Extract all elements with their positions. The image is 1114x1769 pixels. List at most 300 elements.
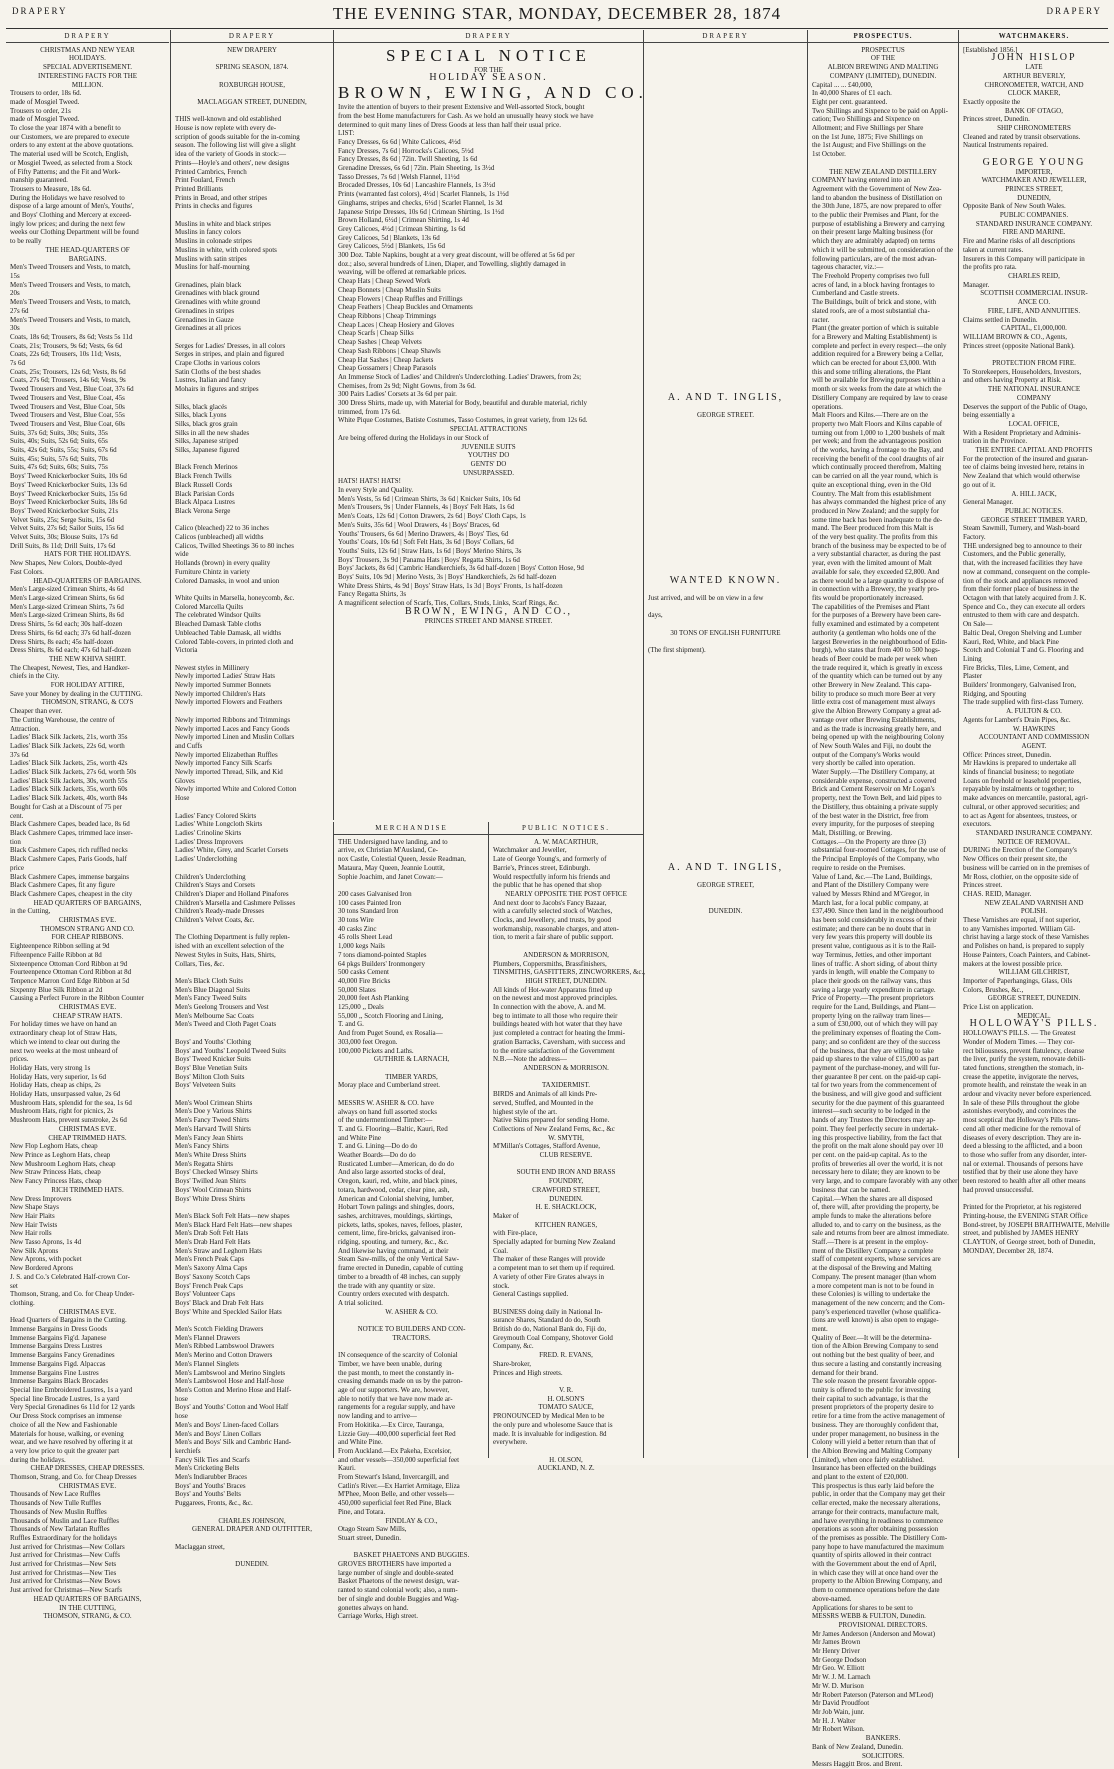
text-line: Boys' Wool Crimean Shirts xyxy=(175,1185,252,1194)
text-line: WILLIAM BROWN & CO., Agents, xyxy=(963,332,1068,341)
text-line: valued by Messrs Rhind and M'Gregor, in xyxy=(812,889,930,898)
text-line: choice of all the New and Fashionable xyxy=(10,1420,118,1429)
text-line: will be available for Brewing purposes within a xyxy=(812,376,946,385)
text-line: Suits, 37s 6d; Suits, 30s; Suits, 35s xyxy=(10,428,108,437)
text-line: Colored Table-covers, in printed cloth and xyxy=(175,637,294,646)
text-line: in the Cutting, xyxy=(10,907,51,916)
text-line: payment of the purchase-money, and will fur- xyxy=(812,1063,940,1072)
text-line: Coats, 25s; Trousers, 12s 6d; Vests, 8s 6d xyxy=(10,367,126,376)
text-line: and Boys' Clothing and Mercery at exceed- xyxy=(10,211,132,220)
text-line: Youths' Coats, 10s 6d | Soft Felt Hats, 3s 6d | Boys' Collars, 6d xyxy=(338,538,514,547)
text-line: above-named. xyxy=(812,1594,852,1603)
text-line: of Fifty Patterns; and the Fit and Work- xyxy=(10,167,121,176)
text-line: FIRE AND MARINE. xyxy=(1002,228,1066,237)
text-line: Velvet Suits, 27s 6d; Sailor Suits, 15s 6d xyxy=(10,524,124,533)
text-line: Cheap Scarfs | Cheap Silks xyxy=(338,329,414,338)
text-line: present proprietors of the property desire to xyxy=(812,1403,934,1412)
text-line: Men's Fancy Tweed Shirts xyxy=(175,1116,249,1125)
text-line: Cottages.—On the Property are three (3) xyxy=(812,837,926,846)
text-line: Immense Bargains Dress Lustres xyxy=(10,1342,103,1351)
text-line: HEAD QUARTERS OF BARGAINS, xyxy=(33,1594,142,1603)
text-line xyxy=(175,1029,329,1038)
text-line: JUVENILE SUITS xyxy=(461,442,516,451)
text-line: deed a blessing to the afflicted, and a boon xyxy=(963,1142,1083,1151)
text-line xyxy=(175,925,329,934)
text-line: Men's Ribbed Lambswool Drawers xyxy=(175,1342,275,1351)
text-line: Mushroom Hats, splendid for the sea, 1s 6d xyxy=(10,1098,132,1107)
text-line xyxy=(175,333,329,342)
text-line: and other vessels—350,000 superficial feet xyxy=(338,1455,460,1464)
text-line: New Zealand that which would otherwise xyxy=(963,472,1080,481)
text-line: under proper management, no business in the xyxy=(812,1429,939,1438)
text-line: Price of Property.—The present proprietors xyxy=(812,994,934,1003)
text-line: Plumbers, Coppersmiths, Brassfinishers, xyxy=(493,959,607,968)
text-line: 500 casks Cement xyxy=(338,968,389,977)
text-line: Velvet Suits, 25s; Serge Suits, 15s 6d xyxy=(10,515,115,524)
text-line xyxy=(648,54,803,63)
text-line: Opposite Bank of New South Wales. xyxy=(963,202,1066,211)
text-line: Silks, Japanese figured xyxy=(175,446,240,455)
text-line xyxy=(648,768,803,777)
text-line: The Buildings, built of brick and stone, with xyxy=(812,298,937,307)
text-line: very large, and to compare favorably with any other xyxy=(812,1177,958,1186)
text-line: IN consequence of the scarcity of Colonial xyxy=(338,1351,458,1360)
text-line: GEORGE STREET. xyxy=(696,411,755,420)
text-line: Newly imported Elizabethan Ruffles xyxy=(175,750,278,759)
text-line: Men's Cricketing Belts xyxy=(175,1464,240,1473)
text-line: with the Government about the end of April, xyxy=(812,1560,937,1569)
text-line: Men's Tweed Trousers and Vests, to match, xyxy=(10,280,131,289)
text-line: season. The following list will give a slight xyxy=(175,141,296,150)
column-6 xyxy=(643,30,807,1458)
text-line xyxy=(648,63,803,72)
text-line: of the best water in the District, free from xyxy=(812,811,929,820)
text-line: a very low price to quit the greater part xyxy=(10,1446,120,1455)
text-line: Boys' Saxony Scotch Caps xyxy=(175,1272,250,1281)
text-line: A. HILL JACK, xyxy=(1011,489,1057,498)
text-line: Ladies' Black Silk Jackets, 25s, worth 42s xyxy=(10,759,128,768)
text-line: Lustres, Italian and fancy xyxy=(175,376,247,385)
text-line: and Polishes on hand, is prepared to supply xyxy=(963,942,1085,951)
text-line: purpose of establishing a Brewery and carrying xyxy=(812,219,945,228)
text-line: Boys' Trousers, 3s 9d | Panama Hats | Boys' Regatta Shirts, 1s 6d xyxy=(338,555,520,564)
text-line: surance Shares, Standard do do, South xyxy=(493,1316,601,1325)
text-line: these Colonies) is willing to undertake the xyxy=(812,1290,931,1299)
text-line: CHARLES REID, xyxy=(1008,271,1060,280)
text-line xyxy=(493,1377,639,1386)
text-line: Brown Holland, 6½d | Crimean Shirting, 1s 4d xyxy=(338,216,469,225)
text-line: timber to a breadth of 48 inches, can supply xyxy=(338,1272,461,1281)
text-line: CLAYTON, of George street, both of Dunedin, xyxy=(963,1238,1096,1247)
text-line: To Storekeepers, Householders, Investors, xyxy=(963,367,1082,376)
text-line: pany's experienced traveller (whose qualifica- xyxy=(812,1307,941,1316)
text-line: HATS FOR THE HOLIDAYS. xyxy=(44,550,131,559)
text-line: on their present large Malting business (for xyxy=(812,228,933,237)
text-line: Mr Robert Paterson (Paterson and M'Leod) xyxy=(812,1690,934,1699)
text-line: Grenadines with black ground xyxy=(175,289,260,298)
text-line: Boys' Tweed Knickerbocker Suits, 13s 6d xyxy=(10,480,127,489)
text-line: J. S. and Co.'s Celebrated Half-crown Cor- xyxy=(10,1272,130,1281)
text-line: PROVISIONAL DIRECTORS. xyxy=(838,1620,928,1629)
text-line: promote health, and reinstate the weak in an xyxy=(963,1081,1087,1090)
text-line xyxy=(648,751,803,760)
text-line: Tweed Trousers and Vest, Blue Coat, 60s xyxy=(10,419,125,428)
text-line: General Castings supplied. xyxy=(493,1290,569,1299)
text-line: Princes street (opposite National Bank). xyxy=(963,341,1075,350)
text-line: Timber, we have been unable, during xyxy=(338,1359,442,1368)
text-line: quantity of spirits allowed in their contract xyxy=(812,1551,932,1560)
column-heading: WATCHMAKERS. xyxy=(959,30,1109,43)
text-line: to the public their Premises and Plant, for the xyxy=(812,211,939,220)
text-line xyxy=(648,176,803,185)
text-line: Tweed Trousers and Vest, Blue Coat, 37s 6d xyxy=(10,385,134,394)
text-line: Newly imported Ribbons and Trimmings xyxy=(175,715,291,724)
text-line xyxy=(648,681,803,690)
text-line: THE HEAD-QUARTERS OF xyxy=(45,245,130,254)
text-line: Specially adapted for burning New Zealand xyxy=(493,1238,616,1247)
text-line: Boys' White and Speckled Sailor Hats xyxy=(175,1307,282,1316)
text-line: Children's Velvet Coats, &c. xyxy=(175,916,255,925)
text-line: All kinds of Hot-water Apparatus fitted up xyxy=(493,985,612,994)
text-line: business. They are thoroughly confident that, xyxy=(812,1420,939,1429)
text-line: DUNEDIN. xyxy=(549,1194,583,1203)
text-line: gonettes always on hand. xyxy=(338,1603,409,1612)
text-line: point. They feel perfectly secure in undertak- xyxy=(812,1124,939,1133)
text-line: GENTS' DO xyxy=(470,459,507,468)
text-line: Sixpenny Blue Silk Ribbon at 2d xyxy=(10,985,103,994)
text-line: CHEAP DRESSES, CHEAP DRESSES. xyxy=(30,1464,145,1473)
text-line xyxy=(175,968,329,977)
text-line xyxy=(648,246,803,255)
text-line: some time back has been inadequate to the de- xyxy=(812,515,943,524)
text-line: property to the Albion Brewing Company, and xyxy=(812,1577,942,1586)
text-line: Printing-house, the EVENING STAR Office xyxy=(963,1211,1088,1220)
text-line: Newest styles in Millinery xyxy=(175,663,250,672)
text-line: Thousands of New Tarlatan Ruffles xyxy=(10,1525,110,1534)
text-line: being essentially a xyxy=(963,411,1015,420)
text-line: Capital.—When the shares are all disposed xyxy=(812,1194,933,1203)
text-line: Cheap Flowers | Cheap Ruffles and Frillings xyxy=(338,294,463,303)
text-line: 30 TONS OF ENGLISH FURNITURE xyxy=(670,628,781,637)
text-line: Silks, black glacés xyxy=(175,402,227,411)
text-line: SPECIAL ADVERTISEMENT. xyxy=(42,63,133,72)
text-line: workmanship, reasonable charges, and atten- xyxy=(493,924,619,933)
text-line: Octagon with that lately acquired from J. K. xyxy=(963,594,1087,602)
text-line: Boys' Tweed Knicker Suits xyxy=(175,1055,251,1064)
text-line: other Brewery in New Zealand. This capa- xyxy=(812,681,932,690)
text-line: acres of land, in a block having frontages to xyxy=(812,280,935,289)
text-line: Black French Merinos xyxy=(175,463,238,472)
text-line: pickets, laths, spokes, naves, felloes, plaster, xyxy=(338,1220,463,1229)
text-line: Ladies' White Longcloth Skirts xyxy=(175,820,263,829)
text-line xyxy=(175,655,329,664)
text-line: 300 Doz. Table Napkins, bought at a very great discount, will be offered at 5s 6d per xyxy=(338,251,575,260)
masthead-rule xyxy=(6,28,1108,29)
text-line: Agents for Lambert's Drain Pipes, &c. xyxy=(963,715,1071,724)
column-1 xyxy=(6,30,169,1621)
text-line: make advances on mercantile, pastoral, agri- xyxy=(963,794,1088,803)
text-line: property two Malt Floors and Kilns capable of xyxy=(812,419,943,428)
text-line xyxy=(648,403,803,412)
text-line: ROXBURGH HOUSE, xyxy=(218,80,286,89)
column-text xyxy=(808,46,958,1769)
text-line: Gloves xyxy=(175,776,195,785)
text-line: The material used will be Scotch, English, xyxy=(10,150,129,159)
text-line: Grenadines, plain black xyxy=(175,280,242,289)
text-line: PUBLIC COMPANIES. xyxy=(999,211,1069,220)
text-line: Men's Fancy Shirts xyxy=(175,1142,229,1151)
text-line: go out of it. xyxy=(963,480,996,489)
text-line: the Distillery, thus obtaining a private supply xyxy=(812,802,939,811)
text-line: Grey Calicoes, 5d | Blankets, 13s 6d xyxy=(338,233,440,242)
text-line: Office: Princes street, Dunedin. xyxy=(963,750,1052,759)
text-line: THE ENTIRE CAPITAL AND PROFITS xyxy=(975,446,1093,455)
text-line: New Aprons, with pocket xyxy=(10,1255,82,1264)
text-line: testified that by their use alone they have xyxy=(963,1168,1078,1177)
text-line: Velvet Suits, 30s; Blouse Suits, 17s 6d xyxy=(10,533,118,542)
text-line: Muslins in white and black stripes xyxy=(175,219,271,228)
text-line: the public that he has opened that shop xyxy=(493,881,602,890)
text-line: Mr George Dodson xyxy=(812,1655,867,1664)
text-line: the Principal Employés of the Company, who xyxy=(812,855,940,864)
text-line: Dress Shirts, 6s 6d each; 37s 6d half-dozen xyxy=(10,628,131,637)
text-line xyxy=(648,281,803,290)
text-line xyxy=(648,263,803,272)
text-line: Boys' Tweed Knickerbocker Suits, 10s 6d xyxy=(10,472,127,481)
text-line: Colored Marcella Quilts xyxy=(175,602,244,611)
text-line: Prints (warranted fast colors), 4½d | Scarlet Flannels, 1s 1½d xyxy=(338,190,509,199)
text-line: Men's Fancy Tweed Suits xyxy=(175,994,247,1003)
text-line: Special line Brocade Lustres, 1s a yard xyxy=(10,1394,120,1403)
text-line: CLOCK MAKER, xyxy=(1007,89,1061,98)
text-line: Muslins with satin stripes xyxy=(175,254,247,263)
text-line: GROVES BROTHERS have imported a xyxy=(338,1560,452,1569)
text-line: frame erected in Dunedin, capable of cutting xyxy=(338,1264,463,1273)
text-line xyxy=(648,498,803,507)
text-line: CHARLES JOHNSON, xyxy=(218,1516,286,1525)
text-line: Puggarees, Fronts, &c., &c. xyxy=(175,1499,253,1508)
text-line: Printed for the Proprietor, at his registered xyxy=(963,1203,1082,1212)
text-line: a very substantial character, as during the past xyxy=(812,550,941,559)
text-line: Cheap Hat Sashes | Cheap Jackets xyxy=(338,355,434,364)
text-line: Black Cashmere Capes, trimmed lace inser- xyxy=(10,828,133,837)
text-line: slated roofs, are of a most substantial cha- xyxy=(812,306,930,315)
text-line: gration Barracks, Caversham, with success and xyxy=(493,1037,625,1046)
text-line xyxy=(648,272,803,281)
text-line xyxy=(648,725,803,734)
text-line xyxy=(175,272,329,281)
text-line: Children's Stays and Corsets xyxy=(175,881,256,890)
text-line: racter. xyxy=(812,315,830,324)
text-line: Fancy Dresses, 6s 6d | White Calicoes, 4½d xyxy=(338,137,461,146)
text-line: 7 tons diamond-pointed Staples xyxy=(338,950,427,959)
text-line: cultural, or other approved securities; and xyxy=(963,802,1080,811)
text-line: New Straw Princess Hats, cheap xyxy=(10,1168,101,1177)
text-line: White Dress Shirts, 4s 9d | Boys' Straw Hats, 1s 3d | Boys' Fronts, 1s half-dozen xyxy=(338,581,563,590)
text-line: creasing demands made on us by the patron- xyxy=(338,1377,463,1386)
text-line: Suits, 40s; Suits, 52s 6d; Suits, 65s xyxy=(10,437,108,446)
text-line: Men's Vests, 5s 6d | Crimean Shirts, 3s 6d | Knicker Suits, 10s 6d xyxy=(338,494,521,503)
text-line: The sole reason the present favorable oppor- xyxy=(812,1377,937,1386)
text-line: Ladies' Dress Improvers xyxy=(175,837,244,846)
text-line xyxy=(648,664,803,673)
text-line xyxy=(648,820,803,829)
text-line: M'Millan's Cottages, Stafford Avenue, xyxy=(493,1142,601,1151)
text-line: pany; and so confident are they of the success xyxy=(812,1037,941,1046)
text-line: Men's Straw and Leghorn Hats xyxy=(175,1246,262,1255)
text-line xyxy=(648,716,803,725)
text-line: Brick and Cement Reservoir on Mr Logan's xyxy=(812,785,935,794)
text-line: Country orders executed with despatch. xyxy=(338,1290,449,1299)
text-line: ther guarantee 8 per cent. on the paid-up capi- xyxy=(812,1072,941,1081)
text-line: of the quantity which can be turned out by any xyxy=(812,672,943,681)
text-line: Fast Colors. xyxy=(10,567,44,576)
text-line xyxy=(648,437,803,446)
text-line: Thousands of New Tulle Ruffles xyxy=(10,1499,102,1508)
text-line: Mushroom Hats, right for picnics, 2s xyxy=(10,1107,114,1116)
text-line: Cheap Hats | Cheap Sewed Work xyxy=(338,277,431,286)
text-line: stock. xyxy=(493,1281,510,1290)
text-line: SHIP CHRONOMETERS xyxy=(997,124,1071,133)
text-line: Grenadines in stripes xyxy=(175,306,235,315)
text-line: nox Castle, Colestial Queen, Jessie Readman, xyxy=(338,855,466,864)
text-line: entrusted to them with care and despatch. xyxy=(963,611,1080,620)
text-line: Ruffles Extraordinary for the holidays xyxy=(10,1533,117,1542)
text-line: Grenadines at all prices xyxy=(175,324,241,333)
text-line xyxy=(648,333,803,342)
text-line xyxy=(648,698,803,707)
text-line: the profit on the malt alone should pay over 10 xyxy=(812,1142,944,1151)
text-line: Oregon, kauri, red, white, and black pines, xyxy=(338,1177,458,1186)
text-line xyxy=(648,420,803,429)
text-line: Mataura, May Queen, Jeannie Louttit, xyxy=(338,863,445,872)
text-line: Children's Diaper and Holland Pinafores xyxy=(175,889,289,898)
text-line: Otago Steam Saw Mills, xyxy=(338,1525,407,1534)
text-line: wide xyxy=(175,550,189,559)
text-line: To close the year 1874 with a benefit to xyxy=(10,124,121,133)
text-line: rangements for a regular supply, and have xyxy=(338,1403,456,1412)
text-line: Men's Coats, 12s 6d | Cotton Drawers, 2s 6d | Boys' Cloth Caps, 1s xyxy=(338,512,526,521)
text-line: Loans on freehold or leasehold properties, xyxy=(963,776,1082,785)
text-line: Messrs Haggitt Bros. and Brent. xyxy=(812,1760,903,1769)
text-line: Men's Merino and Cotton Drawers xyxy=(175,1351,273,1360)
text-line: WANTED KNOWN. xyxy=(669,574,782,586)
text-line xyxy=(648,585,803,594)
text-line xyxy=(648,324,803,333)
text-line: can be carried on all the year round, which is xyxy=(812,472,938,481)
column-text xyxy=(644,46,807,916)
text-line: Watchmaker and Jeweller, xyxy=(493,846,567,855)
text-line: fits would be proportionately increased. xyxy=(812,594,924,602)
text-line: Ridging, and Spouting xyxy=(963,689,1027,698)
text-line: Just arrived for Christmas—New Scarfs xyxy=(10,1586,122,1595)
text-line xyxy=(648,255,803,264)
text-line: Men's French Peak Caps xyxy=(175,1255,245,1264)
text-line: had proved unsuccessful. xyxy=(963,1185,1034,1194)
text-line: Ladies' Fancy Colored Skirts xyxy=(175,811,257,820)
text-line: RICH TRIMMED HATS. xyxy=(51,1185,124,1194)
text-line: COMPANY (LIMITED), DUNEDIN. xyxy=(829,71,937,80)
text-line: Trousers to Measure, 18s 6d. xyxy=(10,184,92,193)
text-line: business that can be named. xyxy=(812,1185,890,1194)
text-line: Chemises, from 2s 9d; Night Gowns, from 3s 6d. xyxy=(338,381,476,390)
text-line: 30 tons Wire xyxy=(338,916,374,925)
text-line: Coats, 27s 6d; Trousers, 14s 6d; Vests, 9s xyxy=(10,376,126,385)
text-line xyxy=(648,672,803,681)
text-line: M'Phee, Moon Belle, and other vessels— xyxy=(338,1490,455,1499)
text-line: Black Russell Cords xyxy=(175,480,233,489)
text-line: Maker of xyxy=(493,1211,519,1220)
text-line: IMPORTER, xyxy=(1015,167,1053,176)
text-line: Print Foulard, French xyxy=(175,176,236,185)
text-line xyxy=(648,655,803,664)
text-line: security for the due payment of this guaranteed xyxy=(812,1098,944,1107)
text-line: Children's Ready-made Dresses xyxy=(175,907,265,916)
text-line: or Mosgiel Tweed, as selected from a Stock xyxy=(10,158,133,167)
text-line xyxy=(648,638,803,647)
text-line: Maclaggan street, xyxy=(175,1542,225,1551)
text-line: Manager. xyxy=(963,280,990,289)
text-line: Grey Calicoes, 5½d | Blankets, 15s 6d xyxy=(338,242,445,251)
text-line xyxy=(963,1195,1105,1204)
text-line: Cheaper than ever. xyxy=(10,707,63,716)
text-line: NOTICE OF REMOVAL. xyxy=(997,837,1071,846)
text-line: House is now replete with every de- xyxy=(175,124,277,133)
text-line: Deserves the support of the Public of Otago, xyxy=(963,402,1088,411)
text-line xyxy=(338,1316,485,1325)
text-line: 300 Dress Shirts, made up, with Material for Body, beautiful and durable material, richly xyxy=(338,399,587,408)
text-line: Are being offered during the Holidays in our Stock of xyxy=(338,433,489,442)
text-line: Black Parisian Cords xyxy=(175,489,235,498)
text-line: give the Albion Brewery Company a great ad- xyxy=(812,707,942,716)
text-line xyxy=(338,1543,485,1552)
text-line: 40,000 Fire Bricks xyxy=(338,976,391,985)
text-line: alluded to, and to carry on the business, as the xyxy=(812,1220,941,1229)
text-line: Trousers to order, 21s xyxy=(10,106,71,115)
text-line xyxy=(648,115,803,124)
text-line: Boys' Blue Venetian Suits xyxy=(175,1063,248,1072)
text-line: IN THE CUTTING, xyxy=(59,1603,116,1612)
text-line: Calico (bleached) 22 to 36 inches xyxy=(175,524,269,533)
text-line: Immense Bargains in Dress Goods xyxy=(10,1325,108,1334)
text-line: 20s xyxy=(10,289,20,298)
text-line: repayable by instalments or together; to xyxy=(963,785,1074,794)
text-line: HEAD QUARTERS OF BARGAINS, xyxy=(33,898,142,907)
text-line: New Silk Aprons xyxy=(10,1246,59,1255)
text-line: lines of traffic. A short siding, of about thirty xyxy=(812,959,938,968)
text-line: Silks, black Lyons xyxy=(175,411,227,420)
text-line: Princes street, Dunedin. xyxy=(963,115,1030,124)
text-line xyxy=(648,846,803,855)
text-line: Black Cashmere Capes, immense bargains xyxy=(10,872,130,881)
text-line: street, and published by JAMES HENRY xyxy=(963,1229,1079,1238)
text-line: Brocaded Dresses, 10s 6d | Lancashire Flannels, 1s 3½d xyxy=(338,181,496,190)
text-line: and others having Property at Risk. xyxy=(963,376,1062,385)
text-line: Ladies' Black Silk Jackets, 40s, worth 84s xyxy=(10,794,128,803)
text-line: Kauri, Red, White, and black Pine xyxy=(963,637,1059,646)
text-line: them to commence operations before the date xyxy=(812,1586,940,1595)
text-line: CHRISTMAS EVE. xyxy=(58,1003,117,1012)
text-line: H. E. SHACKLOCK, xyxy=(535,1203,597,1212)
text-line: In sale of these Pills throughout the globe xyxy=(963,1098,1080,1107)
text-line: paid up shares to the value of £15,000 as part xyxy=(812,1055,939,1064)
text-line: SOUTH END IRON AND BRASS xyxy=(516,1168,616,1177)
text-line: THIS well-known and old established xyxy=(175,115,282,124)
text-line: require for the Land, Buildings, and Plant— xyxy=(812,1003,936,1012)
text-line: CRAWFORD STREET, xyxy=(532,1185,600,1194)
text-line: totara, hardwood, cedar, clear pine, ash, xyxy=(338,1185,450,1194)
text-line xyxy=(648,803,803,812)
